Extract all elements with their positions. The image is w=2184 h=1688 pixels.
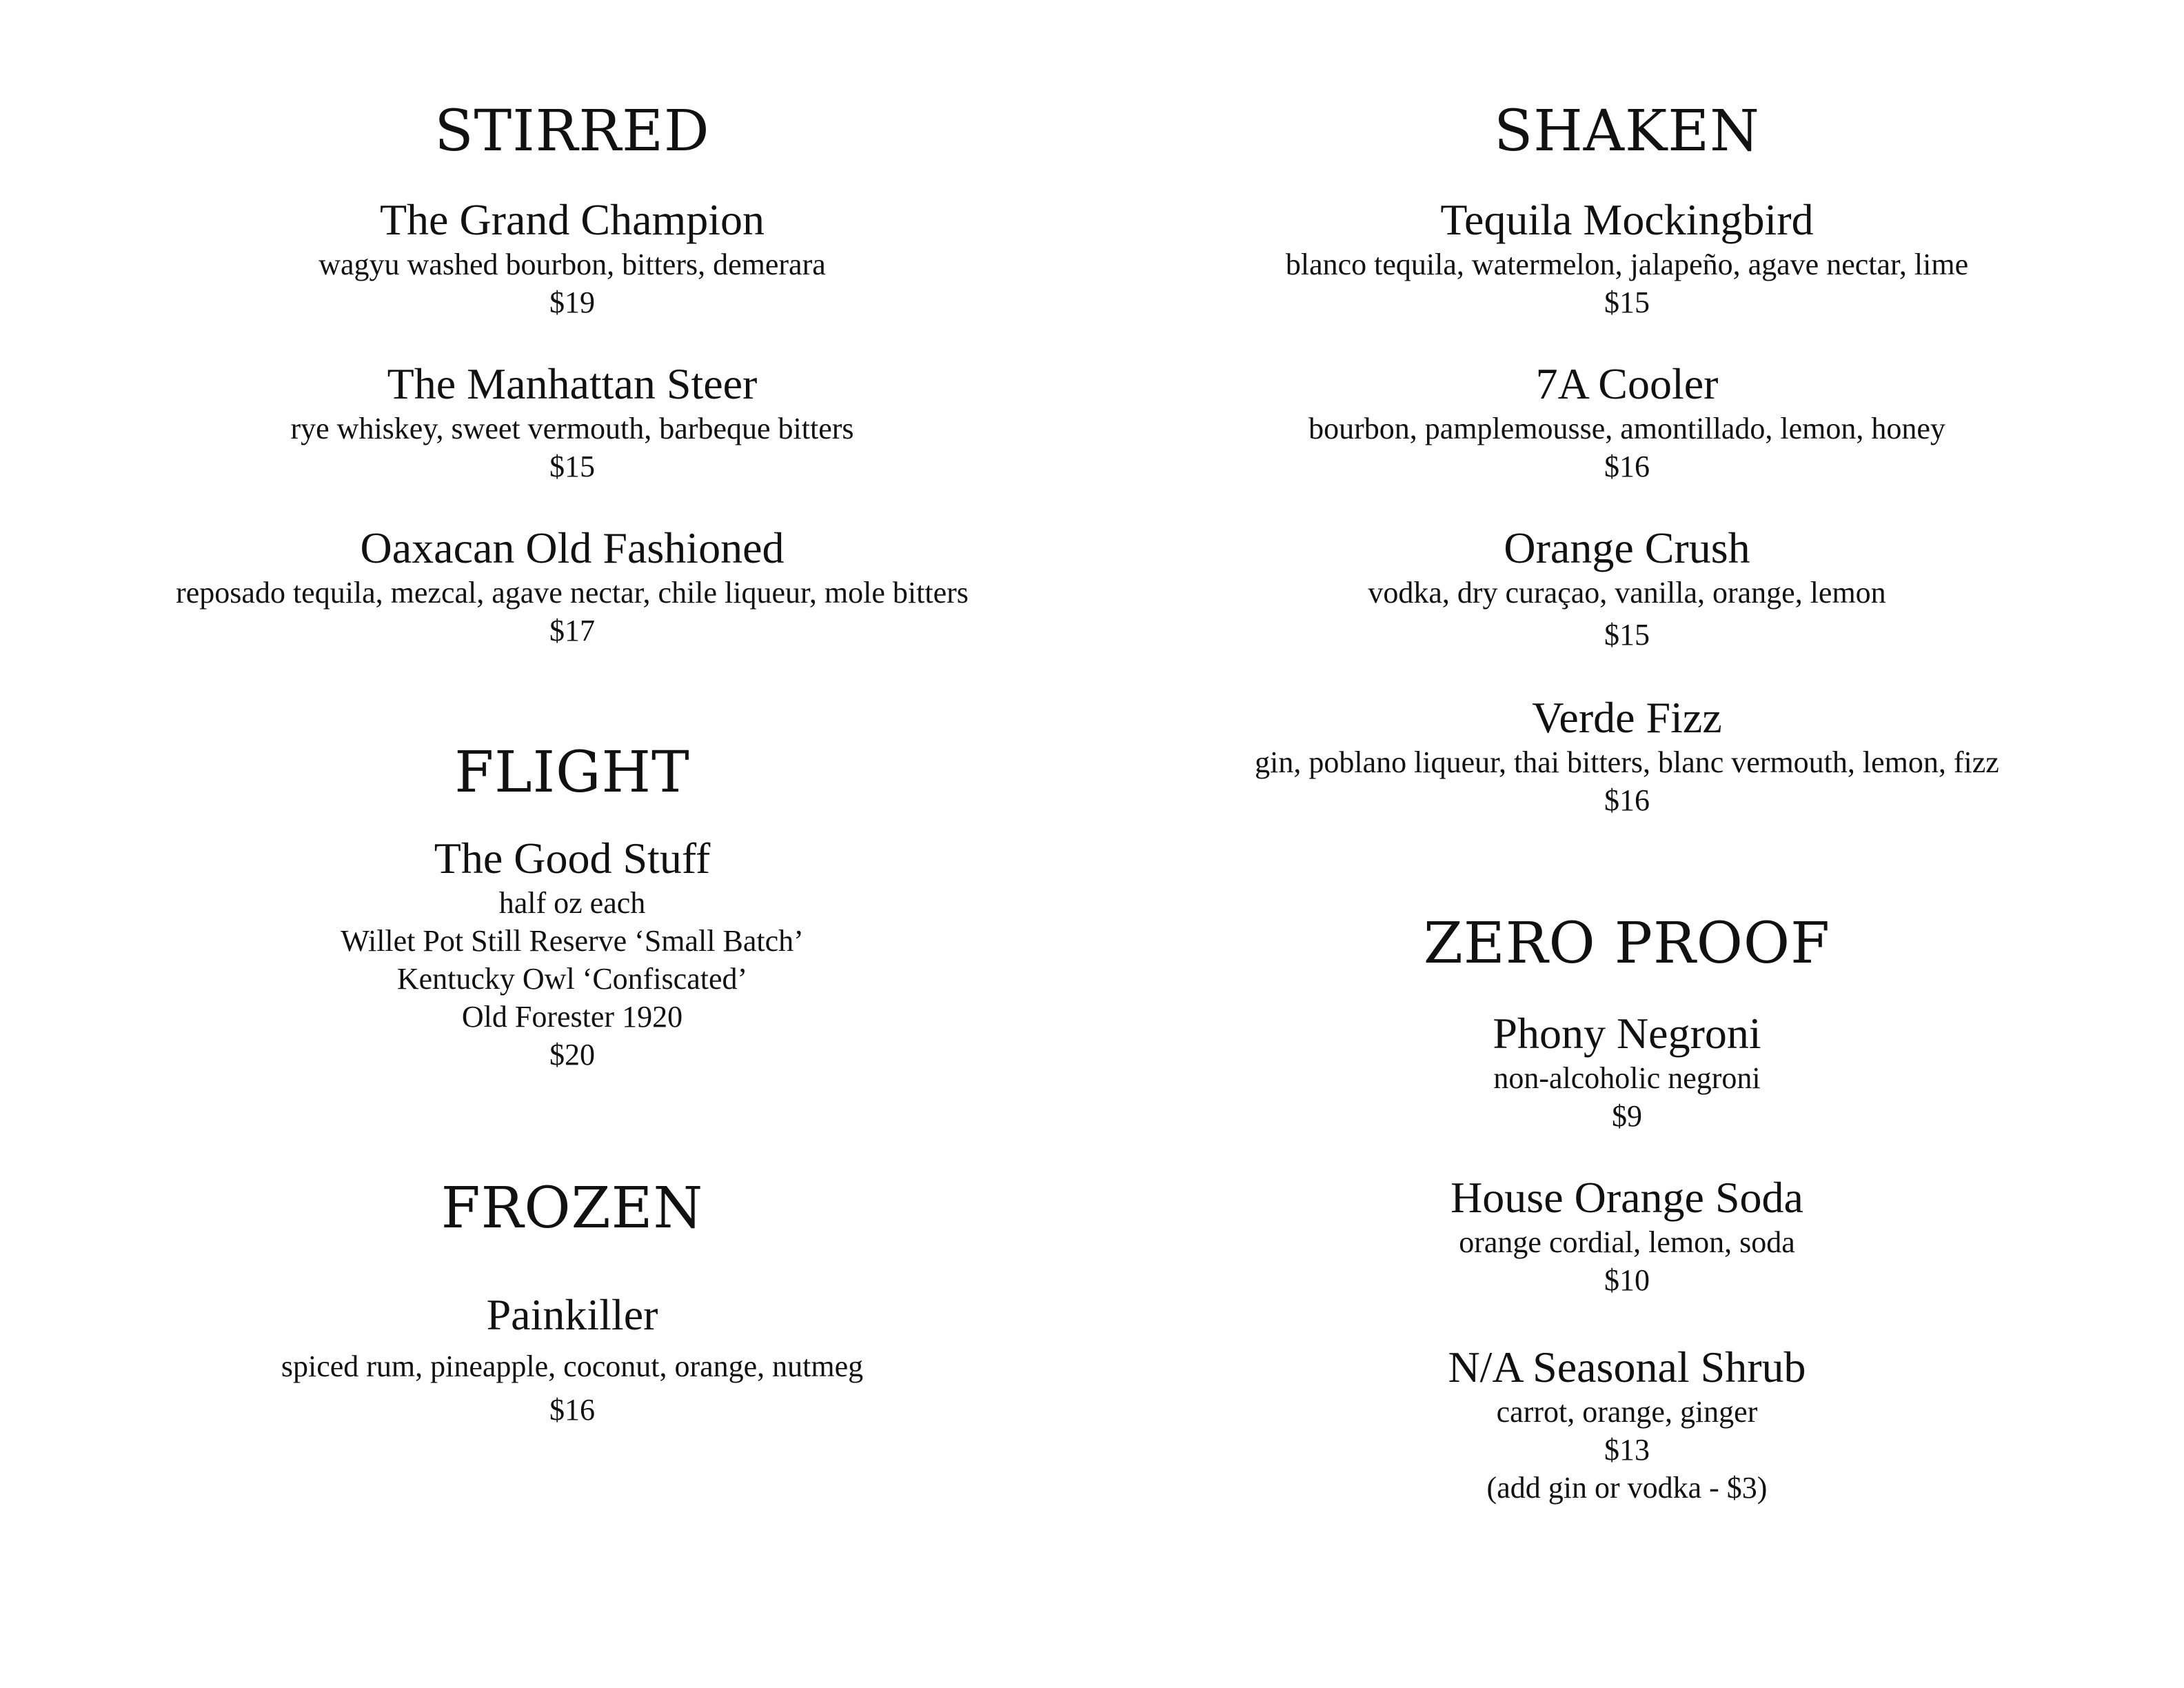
item-price: $16 — [1604, 783, 1650, 817]
item-description: blanco tequila, watermelon, jalapeño, agave nectar, lime — [1285, 247, 1969, 281]
menu-item-the-good-stuff — [103, 833, 1041, 1074]
menu-item-the-grand-champion — [103, 194, 1041, 321]
item-name: The Grand Champion — [379, 195, 765, 244]
item-description: rye whiskey, sweet vermouth, barbeque bitters — [290, 411, 854, 445]
section-title-zero-proof: ZERO PROOF — [1423, 911, 1831, 976]
item-name: The Good Stuff — [434, 834, 711, 883]
item-name: Phony Negroni — [1493, 1009, 1761, 1058]
item-name: Oaxacan Old Fashioned — [360, 523, 785, 572]
item-description: reposado tequila, mezcal, agave nectar, chile liqueur, mole bitters — [176, 575, 969, 610]
menu-item-na-seasonal-shrub — [1158, 1342, 2096, 1507]
item-price: $15 — [1604, 285, 1650, 319]
item-price: $15 — [1604, 617, 1650, 652]
item-description: wagyu washed bourbon, bitters, demerara — [318, 247, 826, 281]
item-price: $10 — [1604, 1263, 1650, 1297]
menu-item-painkiller — [103, 1289, 1041, 1429]
menu-item-oaxacan-old-fashioned — [103, 523, 1041, 650]
section-title-frozen: FROZEN — [441, 1176, 704, 1241]
item-name: Tequila Mockingbird — [1440, 195, 1814, 244]
item-description: vodka, dry curaçao, vanilla, orange, lemon — [1368, 575, 1886, 610]
flight-pour: Kentucky Owl ‘Confiscated’ — [396, 961, 748, 996]
item-description: spiced rum, pineapple, coconut, orange, nutmeg — [281, 1349, 864, 1383]
menu-item-verde-fizz — [1158, 692, 2096, 819]
menu-item-orange-crush — [1158, 523, 2096, 654]
item-price: $17 — [549, 613, 595, 647]
menu-item-tequila-mockingbird — [1158, 194, 2096, 321]
item-name: The Manhattan Steer — [387, 359, 758, 408]
item-price: $16 — [1604, 449, 1650, 483]
item-price: $13 — [1604, 1432, 1650, 1467]
item-price: $15 — [549, 449, 595, 483]
flight-pour: Old Forester 1920 — [461, 999, 683, 1034]
menu-item-the-manhattan-steer — [103, 359, 1041, 485]
item-description: carrot, orange, ginger — [1496, 1394, 1758, 1429]
item-name: Verde Fizz — [1532, 693, 1722, 742]
item-addon-note: (add gin or vodka - $3) — [1486, 1470, 1768, 1505]
menu-item-house-orange-soda — [1158, 1172, 2096, 1299]
item-description: orange cordial, lemon, soda — [1459, 1225, 1795, 1259]
item-name: Painkiller — [486, 1290, 658, 1339]
item-price: $20 — [549, 1037, 595, 1072]
item-description: half oz each — [498, 885, 646, 920]
item-description: bourbon, pamplemousse, amontillado, lemon, honey — [1308, 411, 1945, 445]
menu-item-7a-cooler — [1158, 359, 2096, 485]
item-name: House Orange Soda — [1450, 1173, 1803, 1222]
menu-item-phony-negroni — [1158, 1008, 2096, 1135]
item-name: 7A Cooler — [1535, 359, 1719, 408]
item-price: $9 — [1612, 1098, 1642, 1133]
item-description: gin, poblano liqueur, thai bitters, blanc vermouth, lemon, fizz — [1255, 745, 1999, 779]
section-title-shaken: SHAKEN — [1494, 99, 1760, 164]
item-description: non-alcoholic negroni — [1493, 1061, 1761, 1095]
section-title-stirred: STIRRED — [434, 99, 710, 164]
section-title-flight: FLIGHT — [454, 740, 690, 805]
item-price: $19 — [549, 285, 595, 319]
item-name: Orange Crush — [1504, 523, 1750, 572]
item-price: $16 — [549, 1392, 595, 1427]
flight-pour: Willet Pot Still Reserve ‘Small Batch’ — [341, 923, 804, 958]
item-name: N/A Seasonal Shrub — [1448, 1343, 1806, 1391]
